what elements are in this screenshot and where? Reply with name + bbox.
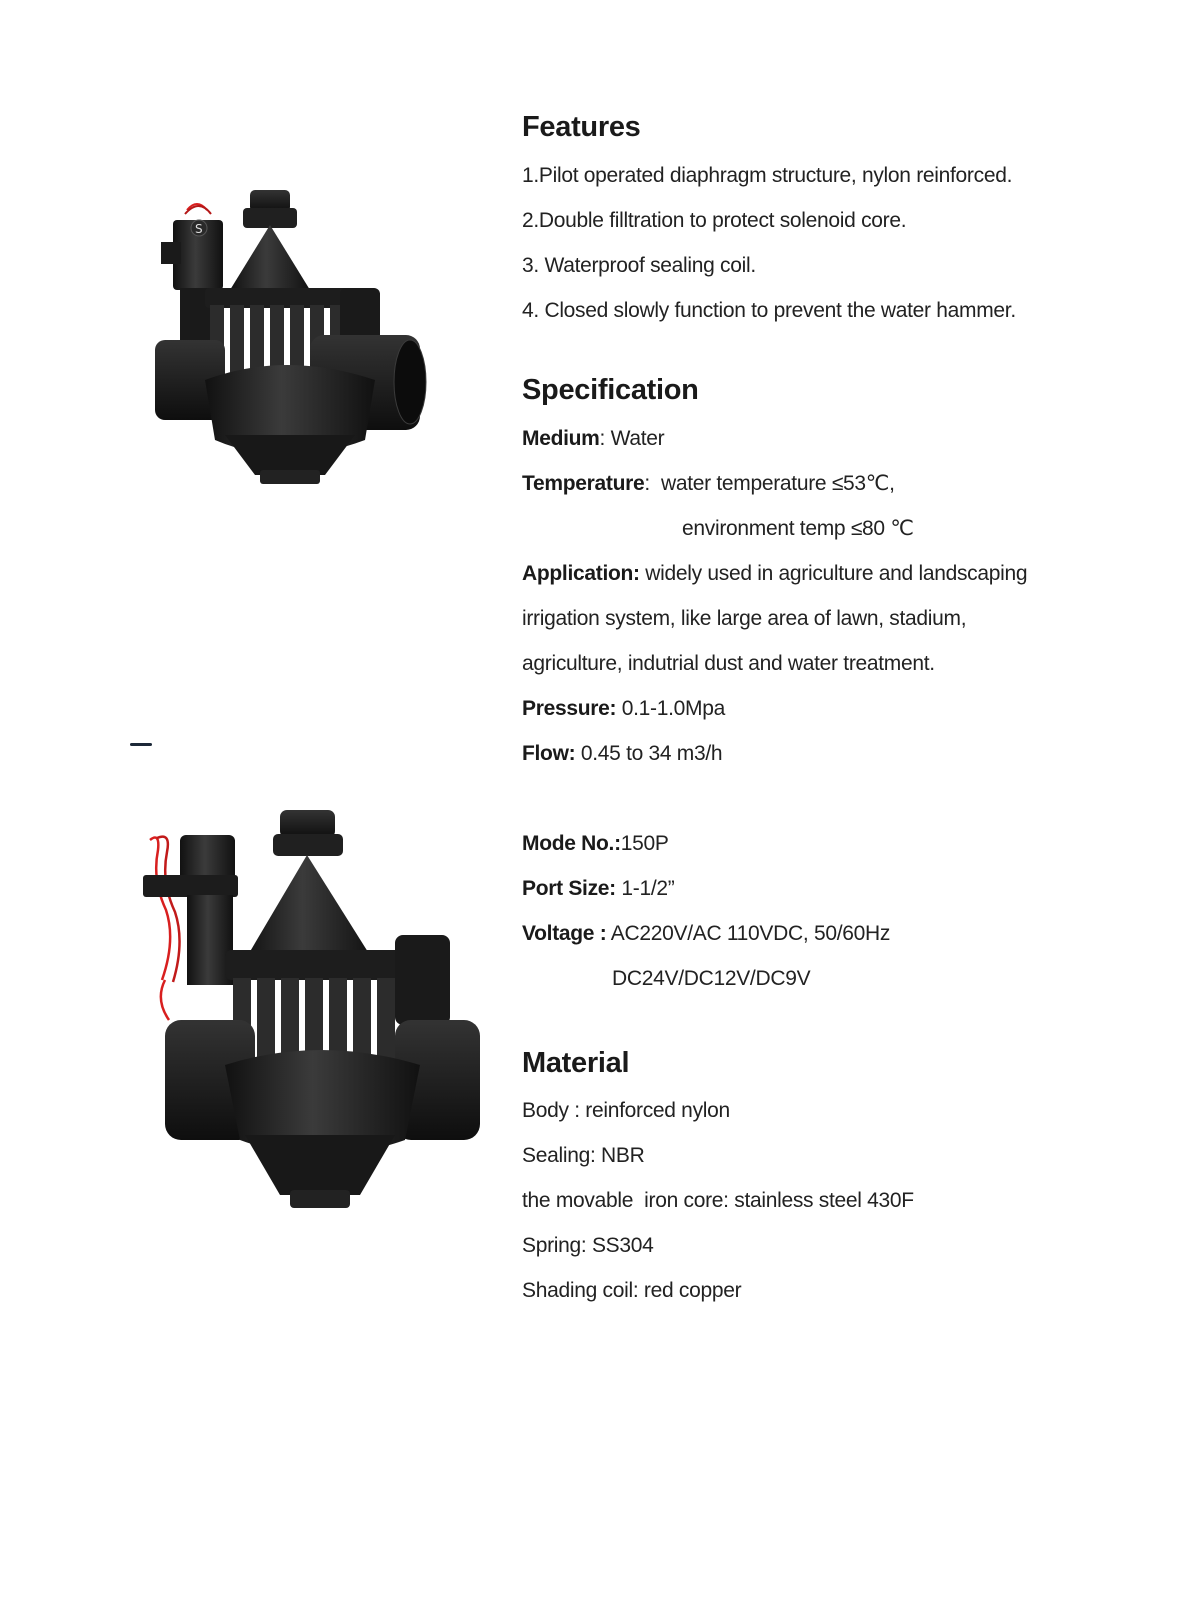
material-item: Sealing: NBR	[522, 1144, 645, 1168]
spec-temperature-cont: environment temp ≤80 ℃	[682, 516, 914, 540]
spec-model	[522, 821, 1162, 866]
feature-item: 1.Pilot operated diaphragm structure, nylon reinforced.	[522, 163, 1013, 187]
spec-voltage-cont: DC24V/DC12V/DC9V	[612, 966, 811, 990]
spec-port-size	[522, 866, 1162, 911]
spec-application	[522, 551, 1162, 596]
spec-label: Mode No.:	[522, 831, 621, 855]
feature-item: 3. Waterproof sealing coil.	[522, 253, 756, 277]
spec-value: 150P	[620, 831, 669, 855]
spec-sep: :	[644, 471, 650, 495]
solenoid-valve-image	[125, 180, 475, 490]
spec-label: Pressure:	[522, 696, 617, 720]
spec-value: 0.1-1.0Mpa	[616, 696, 725, 720]
spec-label: Voltage :	[522, 921, 607, 945]
spec-application-cont: agriculture, indutrial dust and water treatment.	[522, 651, 935, 675]
material-item: Spring: SS304	[522, 1234, 654, 1258]
spec-value: AC220V/AC 110VDC, 50/60Hz	[606, 921, 891, 945]
features-list	[522, 153, 1162, 333]
spec-value: 1-1/2”	[615, 876, 675, 900]
feature-item: 2.Double filltration to protect solenoid core.	[522, 208, 907, 232]
feature-item: 4. Closed slowly function to prevent the water hammer.	[522, 298, 1016, 322]
solenoid-valve-image-large	[95, 810, 515, 1250]
spec-voltage	[522, 911, 1162, 956]
material-item: Shading coil: red copper	[522, 1279, 742, 1303]
material-item: the movable iron core: stainless steel 430F	[522, 1189, 914, 1213]
features-title: Features	[522, 111, 641, 143]
spec-application-cont: irrigation system, like large area of lawn, stadium,	[522, 606, 967, 630]
spec-label: Port Size:	[522, 876, 616, 900]
spec-pressure	[522, 686, 1162, 731]
spec-value: widely used in agriculture and landscaping	[639, 561, 1028, 585]
specification-section	[522, 373, 1162, 1001]
spec-value: Water	[605, 426, 665, 450]
specification-title: Specification	[522, 373, 699, 406]
model-block	[522, 821, 1162, 1001]
spec-flow	[522, 731, 1162, 776]
features-section	[522, 110, 1162, 333]
dash-mark	[130, 743, 152, 746]
spec-medium	[522, 416, 1162, 461]
material-title: Material	[522, 1046, 630, 1079]
spec-sep: :	[599, 426, 606, 450]
spec-temperature	[522, 461, 1162, 506]
spec-label: Medium	[522, 426, 600, 450]
spec-sheet	[522, 110, 1162, 1313]
spec-label: Flow:	[522, 741, 576, 765]
spec-value: water temperature ≤53℃,	[649, 471, 895, 495]
material-item: Body : reinforced nylon	[522, 1099, 730, 1123]
spec-label: Temperature	[522, 471, 645, 495]
spec-label: Application:	[522, 561, 640, 585]
material-section	[522, 1046, 1162, 1314]
svg-text:S: S	[195, 222, 203, 236]
spec-value: 0.45 to 34 m3/h	[575, 741, 723, 765]
